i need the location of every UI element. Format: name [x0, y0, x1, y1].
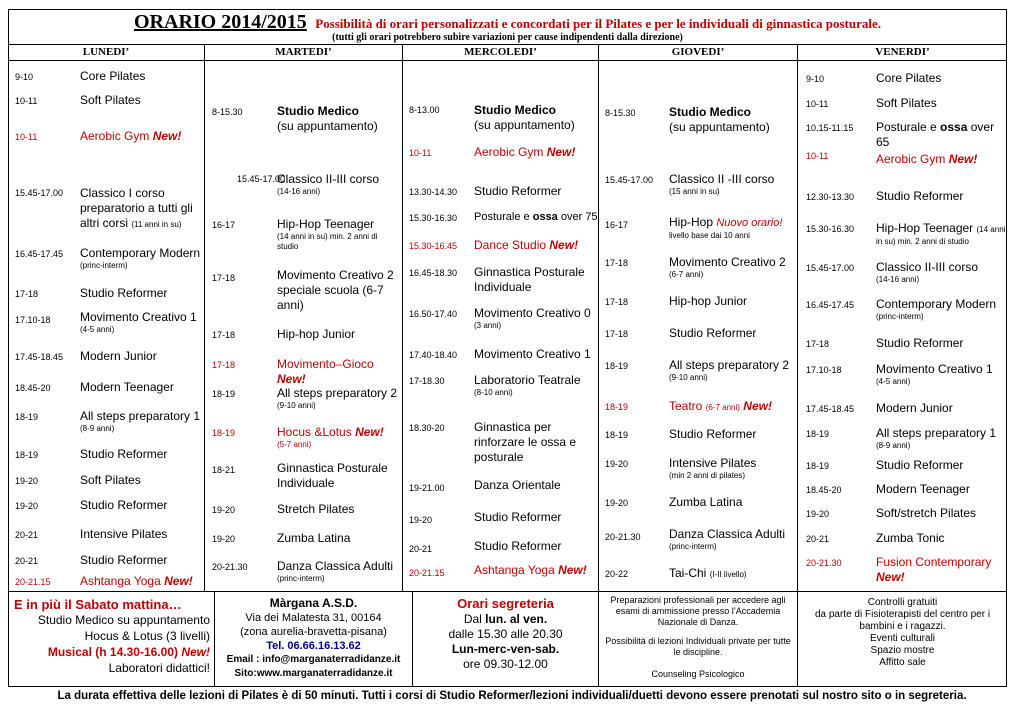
schedule-grid — [8, 61, 1007, 591]
day-thursday: GIOVEDI’ — [599, 45, 798, 60]
activity: Studio Reformer — [80, 447, 168, 461]
activity: All steps preparatory 1 — [876, 426, 997, 440]
activity: Movimento Creativo 0 — [474, 306, 591, 320]
services-box — [599, 592, 798, 687]
time: 20-21 — [15, 530, 39, 540]
activity: Zumba Latina — [669, 495, 743, 509]
new-badge: New! — [181, 645, 210, 659]
time: 18-19 — [212, 389, 236, 399]
new-badge: New! — [355, 425, 384, 439]
activity-note: in su) min. 2 anni di studio — [876, 237, 969, 246]
time: 19-20 — [15, 501, 39, 511]
services-text: Counseling Psicologico — [651, 669, 745, 679]
activity-note: (14 anni — [976, 225, 1006, 234]
new-badge: New! — [164, 574, 193, 588]
activity: Laboratorio Teatrale — [474, 373, 581, 387]
new-badge: New! — [558, 563, 587, 577]
time: 18.45-20 — [15, 383, 51, 393]
activity-note: (8-9 anni) — [876, 441, 911, 450]
time: 12.30-13.30 — [806, 192, 855, 202]
page-title: ORARIO 2014/2015 — [134, 11, 307, 33]
activity: Core Pilates — [876, 71, 942, 85]
column-tuesday — [205, 61, 403, 591]
header — [8, 9, 1007, 45]
org-email[interactable]: Email : info@marganaterradidanze.it — [226, 654, 401, 665]
activity: Studio Reformer — [876, 189, 964, 203]
office-line: dalle 15.30 alle 20.30 — [448, 627, 563, 641]
activity: Posturale e — [876, 120, 937, 134]
activity: Movimento Creativo 2 — [669, 255, 786, 269]
activity-note: (princ-interm) — [277, 574, 325, 583]
activity-note: (4-5 anni) — [80, 325, 115, 334]
activity: Studio Reformer — [80, 286, 168, 300]
activity: Modern Teenager — [876, 482, 970, 496]
time: 19-20 — [212, 534, 236, 544]
activity: Danza Classica Adulti — [669, 527, 786, 541]
activity: Movimento Creativo 1 — [876, 362, 993, 376]
activity: Studio Reformer — [876, 458, 964, 472]
day-monday: LUNEDI’ — [8, 45, 205, 60]
activity: Studio Reformer — [474, 539, 562, 553]
title-row — [8, 11, 1007, 34]
time: 16.45-18.30 — [409, 268, 458, 278]
header-note: (tutti gli orari potrebbero subire variazioni per cause indipendenti dalla direzione) — [332, 32, 683, 43]
activity: Hip-Hop Teenager — [876, 221, 974, 235]
time: 18.45-20 — [806, 485, 842, 495]
activity: Movimento Creativo 1 — [474, 347, 591, 361]
time: 19-20 — [15, 476, 39, 486]
activity: Studio Medico — [277, 104, 359, 118]
activity-note: (9-10 anni) — [669, 373, 708, 382]
activity: Soft Pilates — [80, 473, 141, 487]
time: 17.40-18.40 — [409, 350, 458, 360]
activity: Posturale e — [474, 211, 530, 223]
activity-note: (9-10 anni) — [277, 401, 316, 410]
activity: Movimento Creativo 2 speciale scuola (6-7 anni) — [277, 268, 394, 312]
time: 17-18 — [605, 258, 629, 268]
activity-note: (14-16 anni) — [277, 187, 321, 196]
activity: Soft/stretch Pilates — [876, 506, 977, 520]
time: 15.45-17.00 — [806, 263, 855, 273]
new-schedule-badge: Nuovo orario! — [716, 217, 783, 229]
time: 17.10-18 — [806, 365, 842, 375]
activity-note: (5-7 anni) — [277, 440, 312, 449]
extras-line: Controlli gratuiti — [867, 597, 938, 608]
time: 19-20 — [605, 498, 629, 508]
activity: Studio Reformer — [876, 336, 964, 350]
time: 20-22 — [605, 569, 629, 579]
time: 19-20 — [605, 459, 629, 469]
time: 15.45-17.00 — [605, 175, 654, 185]
time: 16.45-17.45 — [806, 300, 855, 310]
time: 10-11 — [409, 148, 432, 158]
activity: Studio Reformer — [80, 498, 168, 512]
activity: Hocus &Lotus — [277, 425, 352, 439]
activity: Stretch Pilates — [277, 502, 355, 516]
time: 18-19 — [15, 412, 39, 422]
activity: All steps preparatory 2 — [669, 358, 790, 372]
activity: Classico I corso preparatorio a tutti gli altri corsi — [80, 186, 193, 230]
activity-note: (princ-interm) — [669, 542, 717, 551]
time: 20-21.15 — [15, 577, 51, 587]
activity: Dance Studio — [474, 238, 547, 252]
office-line: Lun-merc-ven-sab. — [451, 642, 560, 656]
time: 20-21.15 — [409, 568, 445, 578]
extras-box — [798, 592, 1007, 687]
column-wednesday — [403, 61, 599, 591]
time: 18-21 — [212, 465, 236, 475]
contact-box — [215, 592, 413, 687]
office-hours-box — [413, 592, 599, 687]
activity-note: (3 anni) — [474, 321, 502, 330]
activity: Classico II-III corso — [277, 172, 380, 186]
activity: Contemporary Modern — [876, 297, 997, 311]
time: 18-19 — [15, 450, 39, 460]
day-wednesday: MERCOLEDI’ — [403, 45, 599, 60]
activity-tail: over 65 — [876, 120, 995, 149]
time: 16.50-17.40 — [409, 309, 458, 319]
time: 9-10 — [15, 72, 34, 82]
time: 15.45-17.00 — [15, 188, 64, 198]
activity: Core Pilates — [80, 69, 146, 83]
time: 17-18.30 — [409, 376, 445, 386]
activity-note: (6-7 anni) — [669, 270, 704, 279]
extras-line: Affitto sale — [879, 657, 926, 668]
time: 15.30-16.30 — [806, 224, 855, 234]
org-website[interactable]: Sito:www.marganaterradidanze.it — [234, 668, 393, 679]
activity-note: (I-II livello) — [709, 570, 747, 579]
activity-note: (15 anni in su) — [669, 187, 720, 196]
time: 17-18 — [605, 297, 629, 307]
time: 17-18 — [212, 360, 236, 370]
activity-note: (14 anni in su) min. 2 anni di studio — [277, 232, 378, 251]
footer-note: La durata effettiva delle lezioni di Pilates è di 50 minuti. Tutti i corsi di Studio Reformer/lezioni individuali/duetti devono essere prenotati sul nostro sito o in segreteria. — [57, 690, 967, 702]
org-zone: (zona aurelia-bravetta-pisana) — [240, 626, 387, 638]
activity: Modern Junior — [80, 349, 157, 363]
activity-note: (su appuntamento) — [669, 120, 770, 134]
activity: Zumba Tonic — [876, 531, 945, 545]
time: 17.45-18.45 — [15, 352, 64, 362]
saturday-box — [8, 592, 215, 687]
time: 20-21 — [806, 534, 830, 544]
activity: Tai-Chi — [669, 566, 707, 580]
time: 10-11 — [806, 99, 829, 109]
activity: Hip-Hop — [669, 215, 714, 229]
activity: Contemporary Modern — [80, 246, 201, 260]
time: 17-18 — [806, 339, 830, 349]
time: 8-15.30 — [212, 107, 243, 117]
activity-note: (min 2 anni di pilates) — [669, 471, 746, 480]
activity: Hip-hop Junior — [277, 327, 356, 341]
activity: Studio Reformer — [669, 427, 757, 441]
activity: Modern Junior — [876, 401, 953, 415]
time: 16-17 — [212, 220, 236, 230]
activity: Intensive Pilates — [669, 456, 757, 470]
activity: Aerobic Gym — [876, 152, 946, 166]
time: 18-19 — [605, 361, 629, 371]
time: 17.45-18.45 — [806, 404, 855, 414]
activity-tail: over 75 — [560, 211, 598, 223]
activity: Danza Classica Adulti — [277, 559, 394, 573]
time: 10-11 — [806, 151, 829, 161]
activity: Fusion Contemporary — [876, 555, 992, 569]
time: 20-21.30 — [605, 532, 641, 542]
time: 17-18 — [605, 329, 629, 339]
time: 15.45-17.00 — [237, 174, 286, 184]
time: 15.30-16.45 — [409, 241, 458, 251]
time: 18-19 — [806, 429, 830, 439]
new-badge: New! — [549, 238, 579, 252]
activity-bold: ossa — [532, 211, 558, 223]
activity: Ginnastica Posturale Individuale — [277, 461, 388, 490]
saturday-line: Studio Medico su appuntamento — [37, 613, 210, 627]
activity-bold: ossa — [940, 120, 968, 134]
time: 17-18 — [212, 273, 236, 283]
time: 10-11 — [15, 132, 38, 142]
activity-note: (princ-interm) — [876, 312, 924, 321]
time: 20-21.30 — [806, 558, 842, 568]
office-line: ore 09.30-12.00 — [463, 657, 548, 671]
activity-note: (su appuntamento) — [474, 118, 575, 132]
new-badge: New! — [152, 129, 182, 143]
extras-line: Spazio mostre — [870, 645, 935, 656]
time: 9-10 — [806, 74, 825, 84]
time: 20-21 — [15, 556, 39, 566]
time: 18-19 — [605, 430, 629, 440]
extras-line: Eventi culturali — [869, 633, 936, 644]
time: 8-15.30 — [605, 108, 636, 118]
activity: Ashtanga Yoga — [474, 563, 555, 577]
activity: Hip-Hop Teenager — [277, 217, 375, 231]
time: 20-21 — [409, 544, 433, 554]
time: 19-20 — [409, 515, 433, 525]
activity: Aerobic Gym — [474, 145, 544, 159]
services-text: Preparazioni professionali per accedere agli esami di ammissione presso l’Accademia Nazionale di Danza. — [610, 595, 786, 627]
day-header-row — [8, 45, 1007, 61]
activity: All steps preparatory 1 — [80, 409, 201, 423]
services-text: Possibilità di lezioni Individuali private per tutte le discipline. — [605, 636, 791, 657]
time: 16-17 — [605, 220, 629, 230]
new-badge: New! — [876, 570, 905, 584]
time: 15.30-16.30 — [409, 213, 458, 223]
new-badge: New! — [743, 399, 772, 413]
new-badge: New! — [948, 152, 978, 166]
column-friday — [798, 61, 1007, 591]
activity: Modern Teenager — [80, 380, 174, 394]
time: 18-19 — [212, 428, 236, 438]
saturday-line: Laboratori didattici! — [108, 661, 210, 675]
activity-note: (14-16 anni) — [876, 275, 920, 284]
time: 18-19 — [605, 402, 629, 412]
activity: All steps preparatory 2 — [277, 386, 398, 400]
day-tuesday: MARTEDI’ — [205, 45, 403, 60]
time: 10-11 — [15, 96, 38, 106]
day-friday: VENERDI’ — [875, 46, 930, 58]
time: 17-18 — [15, 289, 39, 299]
office-days: Dal lun. al ven. — [463, 612, 548, 626]
time: 8-13.00 — [409, 105, 440, 115]
activity: Ashtanga Yoga — [80, 574, 161, 588]
activity: Classico II-III corso — [876, 260, 979, 274]
activity-note: (princ-interm) — [80, 261, 128, 270]
activity: Aerobic Gym — [80, 129, 150, 143]
office-line: lun. al ven. — [485, 612, 548, 626]
activity: Classico II -III corso — [669, 172, 775, 186]
office-title: Orari segreteria — [457, 596, 554, 611]
activity: Movimento Creativo 1 — [80, 310, 197, 324]
saturday-line: Hocus & Lotus (3 livelli) — [84, 629, 210, 643]
activity-note: (6-7 anni) — [705, 403, 740, 412]
activity: Studio Medico — [474, 103, 556, 117]
time: 18.30-20 — [409, 423, 445, 433]
activity-note: (8-10 anni) — [474, 388, 513, 397]
activity: Movimento–Gioco — [277, 357, 374, 371]
new-badge: New! — [546, 145, 576, 159]
time: 20-21.30 — [212, 562, 248, 572]
activity: Studio Reformer — [80, 553, 168, 567]
time: 10.15-11.15 — [806, 123, 854, 133]
time: 13.30-14.30 — [409, 187, 458, 197]
org-phone[interactable]: Tel. 06.66.16.13.62 — [266, 640, 361, 652]
activity-note: livello base dai 10 anni — [669, 231, 750, 240]
info-section — [8, 591, 1007, 687]
activity: Teatro — [669, 399, 703, 413]
activity-note: (8-9 anni) — [80, 424, 115, 433]
saturday-musical: Musical (h 14.30-16.00) — [47, 645, 178, 659]
column-thursday — [599, 61, 798, 591]
org-address: Via dei Malatesta 31, 00164 — [245, 612, 382, 624]
activity: Ginnastica Posturale Individuale — [474, 265, 585, 294]
activity: Danza Orientale — [474, 478, 561, 492]
extras-line: da parte di Fisioterapisti del centro per i bambini e i ragazzi. — [814, 609, 991, 632]
time: 17.10-18 — [15, 315, 51, 325]
activity: Zumba Latina — [277, 531, 351, 545]
activity: Soft Pilates — [80, 93, 141, 107]
activity: Studio Medico — [669, 105, 751, 119]
activity: Intensive Pilates — [80, 527, 168, 541]
activity: Studio Reformer — [474, 184, 562, 198]
time: 19-20 — [806, 509, 830, 519]
page-subtitle: Possibilità di orari personalizzati e concordati per il Pilates e per le individuali di ginnastica posturale. — [315, 16, 881, 31]
saturday-title: E in più il Sabato mattina… — [14, 597, 182, 612]
activity: Studio Reformer — [474, 510, 562, 524]
activity: Soft Pilates — [876, 96, 937, 110]
new-badge: New! — [277, 372, 306, 386]
activity-note: (11 anni in su) — [131, 220, 182, 229]
activity-note: (4-5 anni) — [876, 377, 911, 386]
activity: Studio Reformer — [669, 326, 757, 340]
column-monday — [8, 61, 205, 591]
time: 16.45-17.45 — [15, 249, 64, 259]
activity-note: (su appuntamento) — [277, 119, 378, 133]
activity: Ginnastica per rinforzare le ossa e posturale — [474, 420, 577, 464]
time: 19-21.00 — [409, 483, 445, 493]
time: 18-19 — [806, 461, 830, 471]
time: 17-18 — [212, 330, 236, 340]
activity: Hip-hop Junior — [669, 294, 748, 308]
time: 19-20 — [212, 505, 236, 515]
org-name: Màrgana A.S.D. — [269, 596, 358, 610]
